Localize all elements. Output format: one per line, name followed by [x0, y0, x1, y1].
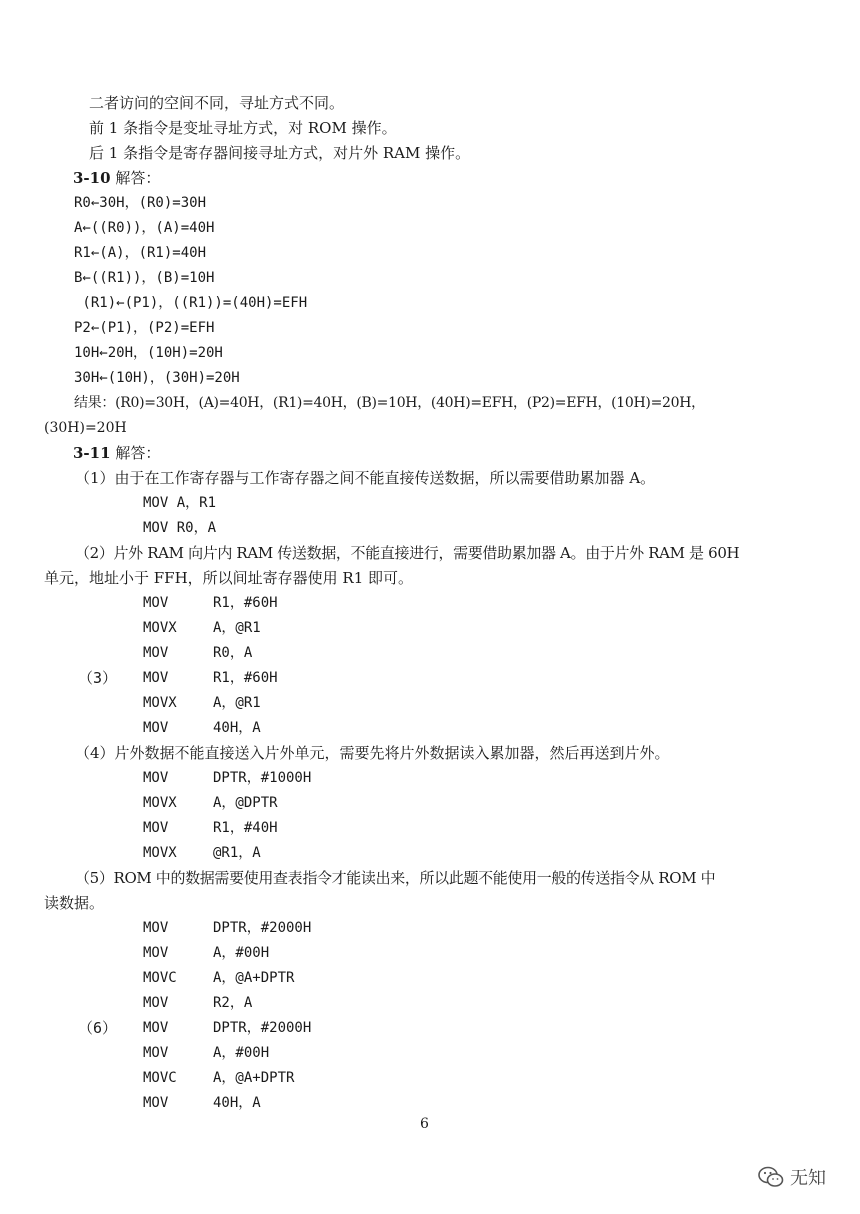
result-line: 结果：(R0)=30H，(A)=40H，(R1)=40H，(B)=10H，(40H)=EFH，(P2)=EFH，(10H)=20H，	[74, 395, 705, 411]
text-line: 后 1 条指令是寄存器间接寻址方式，对片外 RAM 操作。	[89, 144, 471, 162]
text-line: （5）ROM 中的数据需要使用查表指令才能读出来，所以此题不能使用一般的传送指令从 ROM 中	[75, 869, 716, 887]
operand: A，#00H	[213, 945, 270, 961]
code-line: 30H←(10H)，(30H)=20H	[74, 370, 240, 386]
code-line: P2←(P1)，(P2)=EFH	[74, 320, 215, 336]
section-heading-3-10	[73, 168, 160, 188]
text-line: 二者访问的空间不同，寻址方式不同。	[89, 94, 345, 112]
text-line: 前 1 条指令是变址寻址方式，对 ROM 操作。	[89, 119, 397, 137]
text-line: （1）由于在工作寄存器与工作寄存器之间不能直接传送数据，所以需要借助累加器 A。	[75, 469, 656, 487]
operand: DPTR，#2000H	[213, 920, 312, 936]
text-line: （2）片外 RAM 向片内 RAM 传送数据，不能直接进行，需要借助累加器 A。由于片外 RAM 是 60H	[75, 544, 740, 562]
opcode: MOV	[143, 945, 169, 961]
operand: A，@R1	[213, 695, 261, 711]
opcode: MOVC	[143, 1070, 177, 1086]
operand: A，#00H	[213, 1045, 270, 1061]
opcode: MOVX	[143, 845, 177, 861]
code-line: B←((R1))，(B)=10H	[74, 270, 215, 286]
text-line: （4）片外数据不能直接送入片外单元，需要先将片外数据读入累加器，然后再送到片外。	[75, 744, 670, 762]
opcode: MOVX	[143, 620, 177, 636]
operand: R2，A	[213, 995, 253, 1011]
operand: DPTR，#2000H	[213, 1020, 312, 1036]
code-line: R1←(A)，(R1)=40H	[74, 245, 207, 261]
code-line: R0←30H，(R0)=30H	[74, 195, 207, 211]
operand: 40H，A	[213, 1095, 261, 1111]
watermark-text: 无知	[790, 1168, 826, 1189]
code-line: 10H←20H，(10H)=20H	[74, 345, 223, 361]
item-label: （3）	[78, 669, 118, 687]
code-line: (R1)←(P1)，((R1))=(40H)=EFH	[74, 295, 308, 311]
code-line: MOV A，R1	[143, 495, 217, 511]
heading-suffix: 解答：	[110, 169, 161, 187]
opcode: MOV	[143, 595, 169, 611]
opcode: MOV	[143, 1045, 169, 1061]
opcode: MOV	[143, 720, 169, 736]
result-line: (30H)=20H	[44, 420, 127, 436]
operand: A，@R1	[213, 620, 261, 636]
opcode: MOV	[143, 920, 169, 936]
operand: R1，#40H	[213, 820, 278, 836]
code-line: MOV R0，A	[143, 520, 217, 536]
opcode: MOV	[143, 645, 169, 661]
operand: R1，#60H	[213, 595, 278, 611]
operand: 40H，A	[213, 720, 261, 736]
code-line: A←((R0))，(A)=40H	[74, 220, 215, 236]
heading-suffix: 解答：	[110, 444, 161, 462]
text-line: 读数据。	[44, 894, 105, 912]
operand: A，@A+DPTR	[213, 970, 295, 986]
opcode: MOVC	[143, 970, 177, 986]
operand: R0，A	[213, 645, 253, 661]
operand: A，@DPTR	[213, 795, 278, 811]
opcode: MOV	[143, 670, 169, 686]
text-line: 单元，地址小于 FFH，所以间址寄存器使用 R1 即可。	[44, 569, 414, 587]
page-number: 6	[420, 1116, 429, 1132]
item-label: （6）	[78, 1019, 118, 1037]
opcode: MOVX	[143, 695, 177, 711]
opcode: MOV	[143, 820, 169, 836]
operand: @R1，A	[213, 845, 261, 861]
wechat-icon	[758, 1166, 784, 1188]
watermark	[758, 1160, 842, 1194]
opcode: MOV	[143, 770, 169, 786]
opcode: MOV	[143, 1020, 169, 1036]
section-heading-3-11	[73, 443, 160, 463]
opcode: MOVX	[143, 795, 177, 811]
heading-number: 3-11	[73, 444, 111, 462]
heading-number: 3-10	[73, 169, 111, 187]
operand: R1，#60H	[213, 670, 278, 686]
operand: A，@A+DPTR	[213, 1070, 295, 1086]
operand: DPTR，#1000H	[213, 770, 312, 786]
opcode: MOV	[143, 995, 169, 1011]
opcode: MOV	[143, 1095, 169, 1111]
